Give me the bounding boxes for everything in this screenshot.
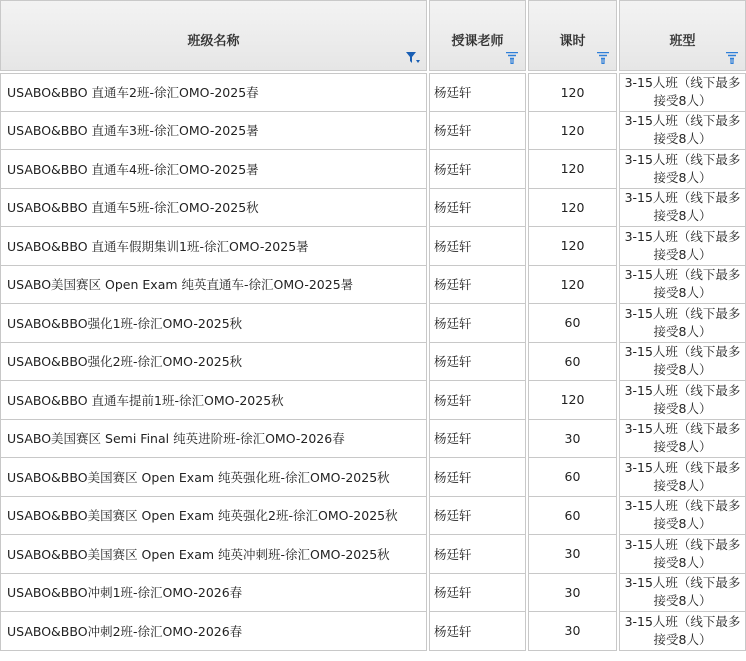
hours-cell: 60 — [528, 497, 617, 536]
class-name-cell: USABO&BBO 直通车提前1班-徐汇OMO-2025秋 — [0, 381, 427, 420]
class-name-cell: USABO&BBO 直通车4班-徐汇OMO-2025暑 — [0, 150, 427, 189]
class-type-cell: 3-15人班（线下最多接受8人） — [619, 612, 746, 651]
table-header — [0, 0, 746, 73]
class-type-cell: 3-15人班（线下最多接受8人） — [619, 189, 746, 228]
hours-cell: 120 — [528, 73, 617, 112]
table-row[interactable] — [0, 112, 746, 151]
column-title-class-type: 班型 — [669, 34, 696, 49]
column-header-hours[interactable] — [528, 0, 617, 71]
hours-cell: 60 — [528, 458, 617, 497]
hours-cell: 30 — [528, 535, 617, 574]
hours-cell: 120 — [528, 189, 617, 228]
table-row[interactable] — [0, 574, 746, 613]
hours-cell: 120 — [528, 112, 617, 151]
class-type-cell: 3-15人班（线下最多接受8人） — [619, 227, 746, 266]
table-row[interactable] — [0, 227, 746, 266]
table-row[interactable] — [0, 189, 746, 228]
teacher-cell: 杨廷轩 — [429, 420, 526, 459]
teacher-cell: 杨廷轩 — [429, 343, 526, 382]
teacher-cell: 杨廷轩 — [429, 574, 526, 613]
table-body — [0, 73, 746, 651]
column-header-teacher[interactable] — [429, 0, 526, 71]
table-row[interactable] — [0, 497, 746, 536]
hours-cell: 120 — [528, 227, 617, 266]
table-row[interactable] — [0, 73, 746, 112]
teacher-cell: 杨廷轩 — [429, 304, 526, 343]
class-type-cell: 3-15人班（线下最多接受8人） — [619, 458, 746, 497]
table-row[interactable] — [0, 535, 746, 574]
class-name-cell: USABO&BBO冲刺2班-徐汇OMO-2026春 — [0, 612, 427, 651]
table-row[interactable] — [0, 458, 746, 497]
column-title-teacher: 授课老师 — [451, 34, 504, 49]
class-name-cell: USABO&BBO美国赛区 Open Exam 纯英冲刺班-徐汇OMO-2025秋 — [0, 535, 427, 574]
table-row[interactable] — [0, 266, 746, 305]
class-name-cell: USABO美国赛区 Semi Final 纯英进阶班-徐汇OMO-2026春 — [0, 420, 427, 459]
class-type-cell: 3-15人班（线下最多接受8人） — [619, 420, 746, 459]
filter-icon[interactable] — [596, 52, 610, 64]
class-name-cell: USABO&BBO 直通车假期集训1班-徐汇OMO-2025暑 — [0, 227, 427, 266]
class-name-cell: USABO&BBO强化2班-徐汇OMO-2025秋 — [0, 343, 427, 382]
class-type-cell: 3-15人班（线下最多接受8人） — [619, 266, 746, 305]
hours-cell: 120 — [528, 381, 617, 420]
class-name-cell: USABO&BBO 直通车2班-徐汇OMO-2025春 — [0, 73, 427, 112]
class-type-cell: 3-15人班（线下最多接受8人） — [619, 535, 746, 574]
hours-cell: 30 — [528, 420, 617, 459]
class-name-cell: USABO&BBO 直通车3班-徐汇OMO-2025暑 — [0, 112, 427, 151]
teacher-cell: 杨廷轩 — [429, 497, 526, 536]
class-type-cell: 3-15人班（线下最多接受8人） — [619, 574, 746, 613]
hours-cell: 120 — [528, 150, 617, 189]
table-row[interactable] — [0, 343, 746, 382]
hours-cell: 30 — [528, 574, 617, 613]
hours-cell: 30 — [528, 612, 617, 651]
class-type-cell: 3-15人班（线下最多接受8人） — [619, 112, 746, 151]
class-name-cell: USABO&BBO冲刺1班-徐汇OMO-2026春 — [0, 574, 427, 613]
filter-icon[interactable] — [505, 52, 519, 64]
table-row[interactable] — [0, 150, 746, 189]
teacher-cell: 杨廷轩 — [429, 266, 526, 305]
teacher-cell: 杨廷轩 — [429, 381, 526, 420]
table-row[interactable] — [0, 420, 746, 459]
table-row[interactable] — [0, 304, 746, 343]
column-title-hours: 课时 — [559, 34, 586, 49]
teacher-cell: 杨廷轩 — [429, 458, 526, 497]
hours-cell: 60 — [528, 304, 617, 343]
class-type-cell: 3-15人班（线下最多接受8人） — [619, 497, 746, 536]
class-type-cell: 3-15人班（线下最多接受8人） — [619, 381, 746, 420]
filter-active-icon[interactable] — [406, 52, 420, 64]
table-row[interactable] — [0, 612, 746, 651]
column-header-class-name[interactable] — [0, 0, 427, 71]
teacher-cell: 杨廷轩 — [429, 535, 526, 574]
table-row[interactable] — [0, 381, 746, 420]
class-type-cell: 3-15人班（线下最多接受8人） — [619, 304, 746, 343]
filter-icon[interactable] — [725, 52, 739, 64]
teacher-cell: 杨廷轩 — [429, 189, 526, 228]
class-type-cell: 3-15人班（线下最多接受8人） — [619, 150, 746, 189]
class-name-cell: USABO&BBO 直通车5班-徐汇OMO-2025秋 — [0, 189, 427, 228]
column-header-class-type[interactable] — [619, 0, 746, 71]
class-name-cell: USABO美国赛区 Open Exam 纯英直通车-徐汇OMO-2025暑 — [0, 266, 427, 305]
teacher-cell: 杨廷轩 — [429, 612, 526, 651]
class-type-cell: 3-15人班（线下最多接受8人） — [619, 73, 746, 112]
class-name-cell: USABO&BBO美国赛区 Open Exam 纯英强化班-徐汇OMO-2025秋 — [0, 458, 427, 497]
class-name-cell: USABO&BBO强化1班-徐汇OMO-2025秋 — [0, 304, 427, 343]
hours-cell: 60 — [528, 343, 617, 382]
class-type-cell: 3-15人班（线下最多接受8人） — [619, 343, 746, 382]
teacher-cell: 杨廷轩 — [429, 227, 526, 266]
teacher-cell: 杨廷轩 — [429, 73, 526, 112]
teacher-cell: 杨廷轩 — [429, 150, 526, 189]
column-title-class-name: 班级名称 — [187, 34, 240, 49]
teacher-cell: 杨廷轩 — [429, 112, 526, 151]
class-name-cell: USABO&BBO美国赛区 Open Exam 纯英强化2班-徐汇OMO-2025秋 — [0, 497, 427, 536]
hours-cell: 120 — [528, 266, 617, 305]
